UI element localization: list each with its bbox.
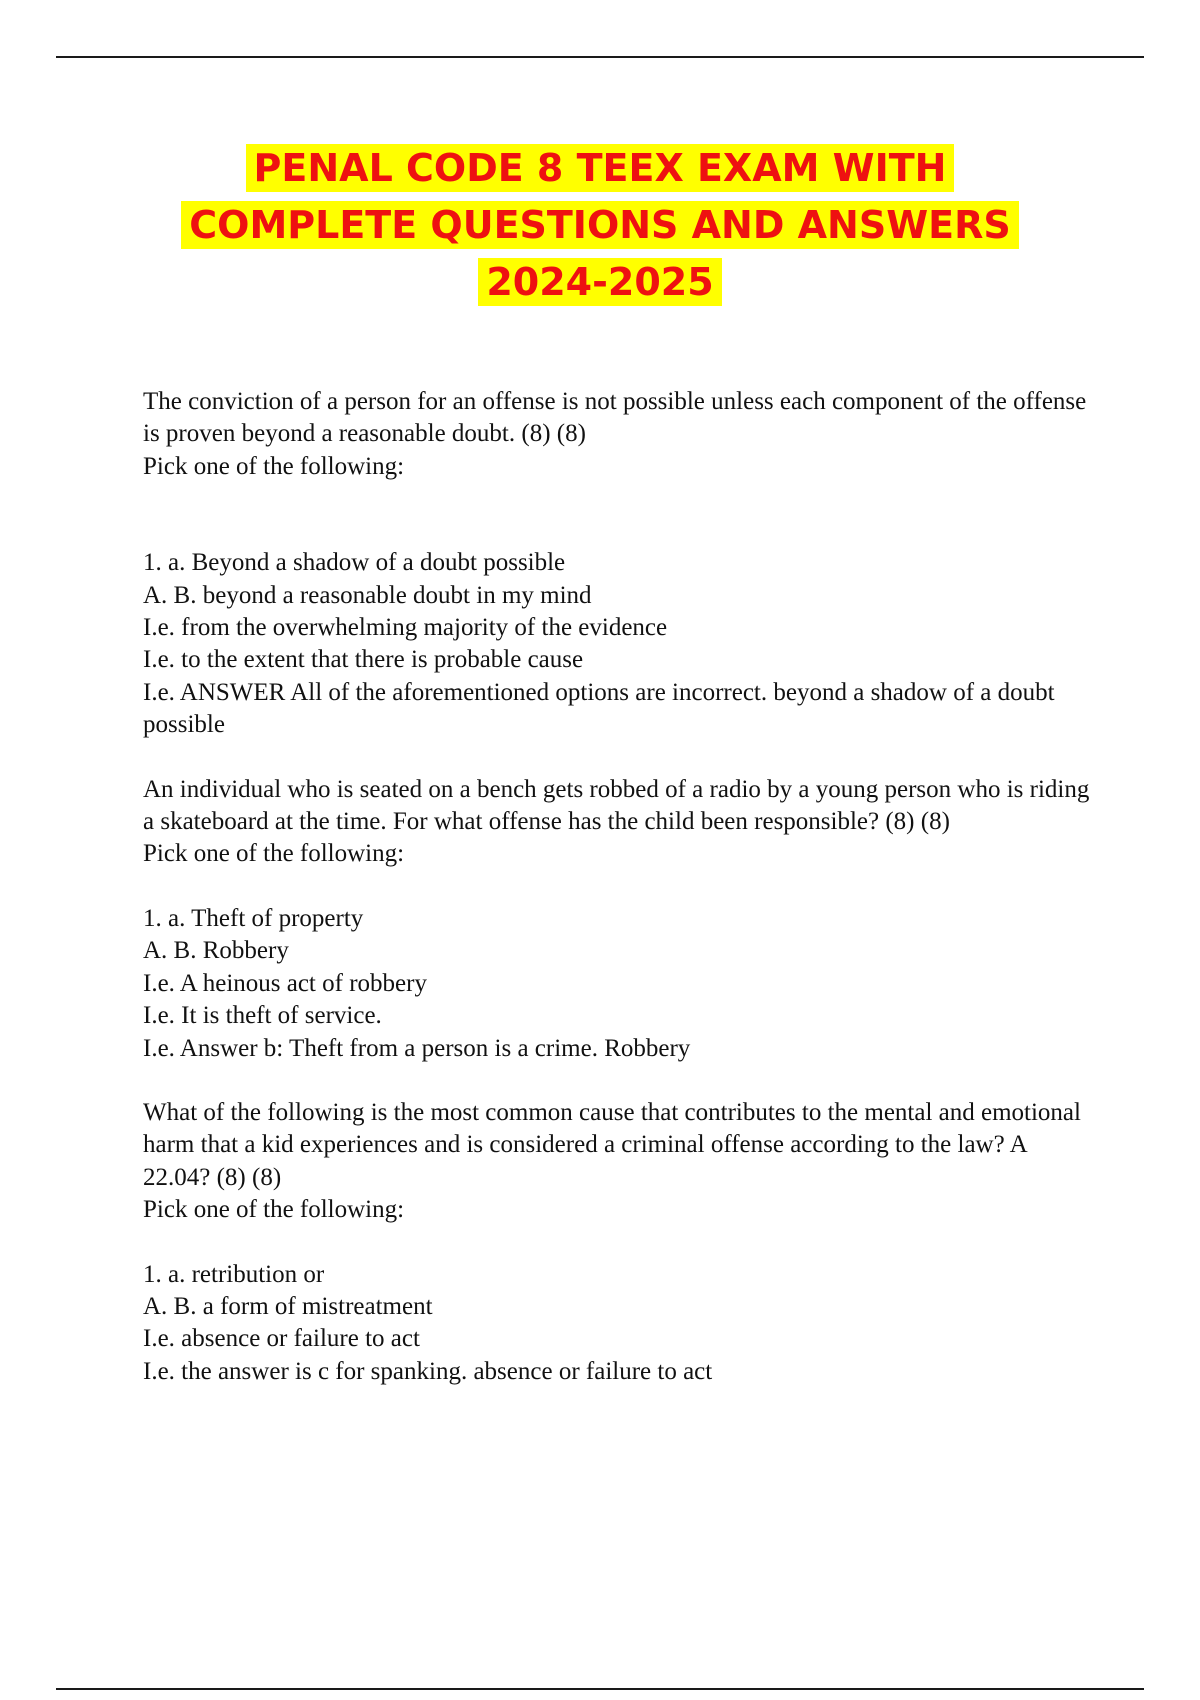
option-item: I.e. from the overwhelming majority of the evidence (143, 614, 668, 642)
question-2 (143, 774, 1093, 1065)
option-item: A. B. a form of mistreatment (143, 1292, 433, 1320)
option-item: I.e. absence or failure to act (143, 1325, 420, 1353)
question-text: What of the following is the most common cause that contributes to the mental and emotional harm that a kid experiences and is considered a criminal offense according to the law? A 22.04? (8) (8) (143, 1098, 1081, 1191)
option-item: 1. a. Theft of property (143, 904, 364, 932)
option-item: A. B. Robbery (143, 937, 289, 965)
option-item: I.e. the answer is c for spanking. absence or failure to act (143, 1357, 713, 1385)
question-text: An individual who is seated on a bench gets robbed of a radio by a young person who is riding a skateboard at the time. For what offense has the child been responsible? (8) (8) (143, 775, 1090, 836)
title-line-1: PENAL CODE 8 TEEX EXAM WITH (0, 140, 1200, 197)
question-3 (143, 1097, 1093, 1388)
option-item: I.e. to the extent that there is probable cause (143, 646, 584, 674)
question-separator (143, 1065, 1093, 1097)
option-list (143, 547, 1093, 741)
top-rule (56, 56, 1144, 58)
option-item: I.e. A heinous act of robbery (143, 969, 427, 997)
option-list (143, 903, 1093, 1065)
question-separator (143, 742, 1093, 774)
title-line-2: COMPLETE QUESTIONS AND ANSWERS (0, 197, 1200, 254)
option-item: 1. a. retribution or (143, 1260, 325, 1288)
option-list (143, 1259, 1093, 1389)
option-item: 1. a. Beyond a shadow of a doubt possible (143, 549, 566, 577)
question-text: The conviction of a person for an offense is not possible unless each component of the offense is proven beyond a reasonable doubt. (8) (8) (143, 388, 1087, 448)
bottom-rule (56, 1688, 1144, 1690)
option-item: A. B. beyond a reasonable doubt in my mind (143, 581, 592, 609)
option-item: I.e. Answer b: Theft from a person is a crime. Robbery (143, 1034, 691, 1062)
title-line-3: 2024-2025 (0, 254, 1200, 311)
question-prompt: Pick one of the following: (143, 452, 405, 480)
question-prompt: Pick one of the following: (143, 1196, 405, 1224)
document-body (143, 386, 1093, 1388)
option-item: I.e. ANSWER All of the aforementioned options are incorrect. beyond a shadow of a doubt possible (143, 678, 1055, 739)
option-item: I.e. It is theft of service. (143, 1002, 382, 1030)
question-prompt: Pick one of the following: (143, 840, 405, 868)
question-1 (143, 386, 1093, 742)
document-title (0, 140, 1200, 311)
